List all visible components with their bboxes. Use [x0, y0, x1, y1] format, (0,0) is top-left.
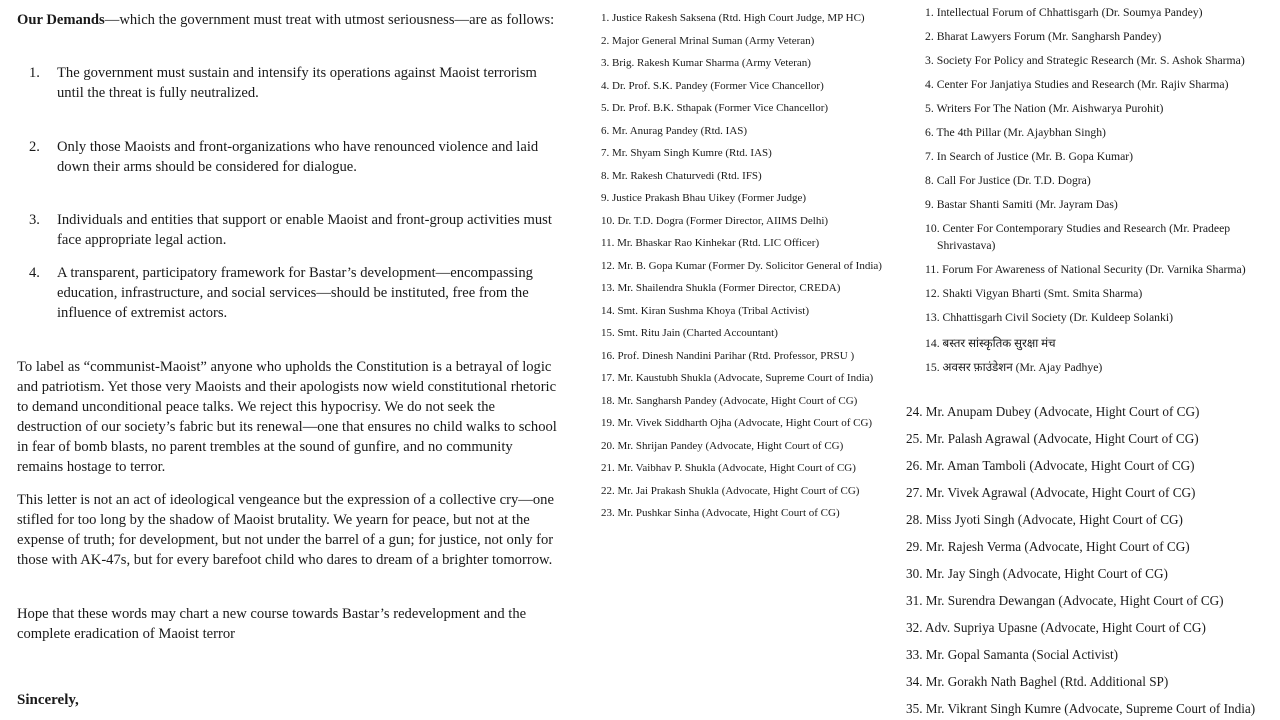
demand-number: 3. — [29, 212, 40, 228]
list-item: 24. Mr. Anupam Dubey (Advocate, Hight Court of CG) — [906, 404, 1200, 419]
list-item: 15. अवसर फ़ाउंडेशन (Mr. Ajay Padhye) — [925, 361, 1103, 374]
letter-body — [17, 10, 562, 708]
list-item: 33. Mr. Gopal Samanta (Social Activist) — [906, 647, 1119, 662]
list-item: 10. Center For Contemporary Studies and Research (Mr. Pradeep — [925, 222, 1231, 235]
demand-text: A transparent, participatory framework for Bastar’s development—encompassing education, infrastructure, and social services—should be instituted, free from the influence of extremist actors. — [57, 265, 533, 321]
list-item: 9. Justice Prakash Bhau Uikey (Former Judge) — [601, 192, 806, 204]
demands-intro — [17, 10, 562, 30]
list-item: 5. Writers For The Nation (Mr. Aishwarya Purohit) — [925, 102, 1164, 115]
signatories-individuals-list — [601, 7, 901, 525]
list-item: 8. Mr. Rakesh Chaturvedi (Rtd. IFS) — [601, 169, 762, 182]
list-item: 4. Dr. Prof. S.K. Pandey (Former Vice Chancellor) — [601, 79, 824, 92]
demand-text: Individuals and entities that support or enable Maoist and front-group activities must face appropriate legal action. — [57, 212, 552, 248]
demand-text: The government must sustain and intensify its operations against Maoist terrorism until the threat is fully neutralized. — [57, 65, 537, 101]
signatories-individuals-continued-list — [906, 402, 1276, 720]
closing-sincerely: Sincerely, — [17, 692, 79, 708]
list-item: 4. Center For Janjatiya Studies and Research (Mr. Rajiv Sharma) — [925, 78, 1229, 91]
demand-number: 1. — [29, 65, 40, 81]
letter-paragraph: This letter is not an act of ideological vengeance but the expression of a collective cry—one stifled for too long by the shadow of Maoist brutality. We yearn for peace, but not at the expense of truth; for development, but not under the barrel of a gun; for justice, not only for those with AK-47s, but for every barefoot child who dares to dream of a brighter tomorrow. — [17, 492, 554, 568]
list-item: 27. Mr. Vivek Agrawal (Advocate, Hight Court of CG) — [906, 485, 1196, 500]
list-item: 22. Mr. Jai Prakash Shukla (Advocate, Hight Court of CG) — [601, 484, 860, 497]
list-item: 16. Prof. Dinesh Nandini Parihar (Rtd. Professor, PRSU ) — [601, 349, 855, 362]
list-item: 10. Dr. T.D. Dogra (Former Director, AIIMS Delhi) — [601, 214, 829, 227]
demand-number: 4. — [29, 265, 40, 281]
list-item: 34. Mr. Gorakh Nath Baghel (Rtd. Additional SP) — [906, 674, 1169, 689]
list-item: 21. Mr. Vaibhav P. Shukla (Advocate, Hight Court of CG) — [601, 462, 856, 474]
list-item: 14. Smt. Kiran Sushma Khoya (Tribal Activist) — [601, 304, 809, 317]
demand-item — [29, 263, 562, 323]
list-item: 30. Mr. Jay Singh (Advocate, Hight Court of CG) — [906, 566, 1168, 581]
list-item: 28. Miss Jyoti Singh (Advocate, Hight Court of CG) — [906, 512, 1183, 527]
list-item: 29. Mr. Rajesh Verma (Advocate, Hight Court of CG) — [906, 539, 1190, 554]
list-item: 6. Mr. Anurag Pandey (Rtd. IAS) — [601, 124, 748, 137]
list-item: 6. The 4th Pillar (Mr. Ajaybhan Singh) — [925, 126, 1106, 139]
list-item: 9. Bastar Shanti Samiti (Mr. Jayram Das) — [925, 198, 1118, 211]
list-item: 12. Mr. B. Gopa Kumar (Former Dy. Solicitor General of India) — [601, 259, 882, 272]
list-item: 7. In Search of Justice (Mr. B. Gopa Kumar) — [925, 150, 1134, 163]
list-item: 2. Major General Mrinal Suman (Army Veteran) — [601, 34, 815, 47]
list-item: 31. Mr. Surendra Dewangan (Advocate, Hight Court of CG) — [906, 593, 1224, 608]
list-item: 13. Chhattisgarh Civil Society (Dr. Kuldeep Solanki) — [925, 311, 1174, 324]
demand-item — [29, 210, 562, 250]
list-item: 32. Adv. Supriya Upasne (Advocate, Hight Court of CG) — [906, 620, 1206, 635]
demand-item — [29, 63, 562, 103]
list-item: 15. Smt. Ritu Jain (Charted Accountant) — [601, 327, 778, 339]
list-item: 11. Mr. Bhaskar Rao Kinhekar (Rtd. LIC Officer) — [601, 237, 820, 249]
list-item: 1. Intellectual Forum of Chhattisgarh (Dr. Soumya Pandey) — [925, 6, 1203, 19]
list-item: 2. Bharat Lawyers Forum (Mr. Sangharsh Pandey) — [925, 30, 1162, 43]
demands-intro-text: —which the government must treat with utmost seriousness—are as follows: — [104, 12, 555, 28]
demand-item — [29, 137, 562, 177]
letter-paragraph: To label as “communist-Maoist” anyone who upholds the Constitution is a betrayal of logic and patriotism. Yet those very Maoists and their apologists now wield constitutional rhetoric to demand unconditional peace talks. We reject this hypocrisy. We do not seek the destruction of our society’s fabric but its renewal—one that ensures no child walks to school in fear of bomb blasts, no parent trembles at the sound of gunfire, and no community remains hostage to terror. — [17, 359, 557, 475]
list-item: 19. Mr. Vivek Siddharth Ojha (Advocate, Hight Court of CG) — [601, 417, 873, 429]
signatories-organizations-list — [925, 5, 1275, 376]
letter-paragraph: Hope that these words may chart a new course towards Bastar’s redevelopment and the complete eradication of Maoist terror — [17, 606, 527, 642]
list-item: 14. बस्तर सांस्कृतिक सुरक्षा मंच — [925, 337, 1056, 350]
list-item: 1. Justice Rakesh Saksena (Rtd. High Court Judge, MP HC) — [601, 12, 865, 24]
list-item-continuation: Shrivastava) — [937, 239, 996, 252]
list-item: 25. Mr. Palash Agrawal (Advocate, Hight Court of CG) — [906, 431, 1199, 446]
list-item: 35. Mr. Vikrant Singh Kumre (Advocate, Supreme Court of India) — [906, 701, 1256, 716]
list-item: 11. Forum For Awareness of National Security (Dr. Varnika Sharma) — [925, 263, 1246, 276]
list-item: 12. Shakti Vigyan Bharti (Smt. Smita Sharma) — [925, 287, 1143, 300]
list-item: 23. Mr. Pushkar Sinha (Advocate, Hight Court of CG) — [601, 507, 840, 519]
list-item: 18. Mr. Sangharsh Pandey (Advocate, Hight Court of CG) — [601, 394, 858, 407]
demands-heading: Our Demands — [17, 12, 105, 28]
list-item: 8. Call For Justice (Dr. T.D. Dogra) — [925, 174, 1091, 187]
list-item: 20. Mr. Shrijan Pandey (Advocate, Hight Court of CG) — [601, 439, 844, 452]
list-item: 3. Brig. Rakesh Kumar Sharma (Army Veteran) — [601, 57, 811, 69]
list-item: 7. Mr. Shyam Singh Kumre (Rtd. IAS) — [601, 147, 772, 159]
list-item: 13. Mr. Shailendra Shukla (Former Director, CREDA) — [601, 282, 841, 294]
list-item: 5. Dr. Prof. B.K. Sthapak (Former Vice Chancellor) — [601, 102, 829, 114]
demand-text: Only those Maoists and front-organizations who have renounced violence and laid down their arms should be considered for dialogue. — [57, 139, 539, 175]
list-item: 26. Mr. Aman Tamboli (Advocate, Hight Court of CG) — [906, 458, 1195, 473]
list-item: 17. Mr. Kaustubh Shukla (Advocate, Supreme Court of India) — [601, 372, 874, 384]
demand-number: 2. — [29, 139, 40, 155]
list-item: 3. Society For Policy and Strategic Research (Mr. S. Ashok Sharma) — [925, 54, 1245, 67]
